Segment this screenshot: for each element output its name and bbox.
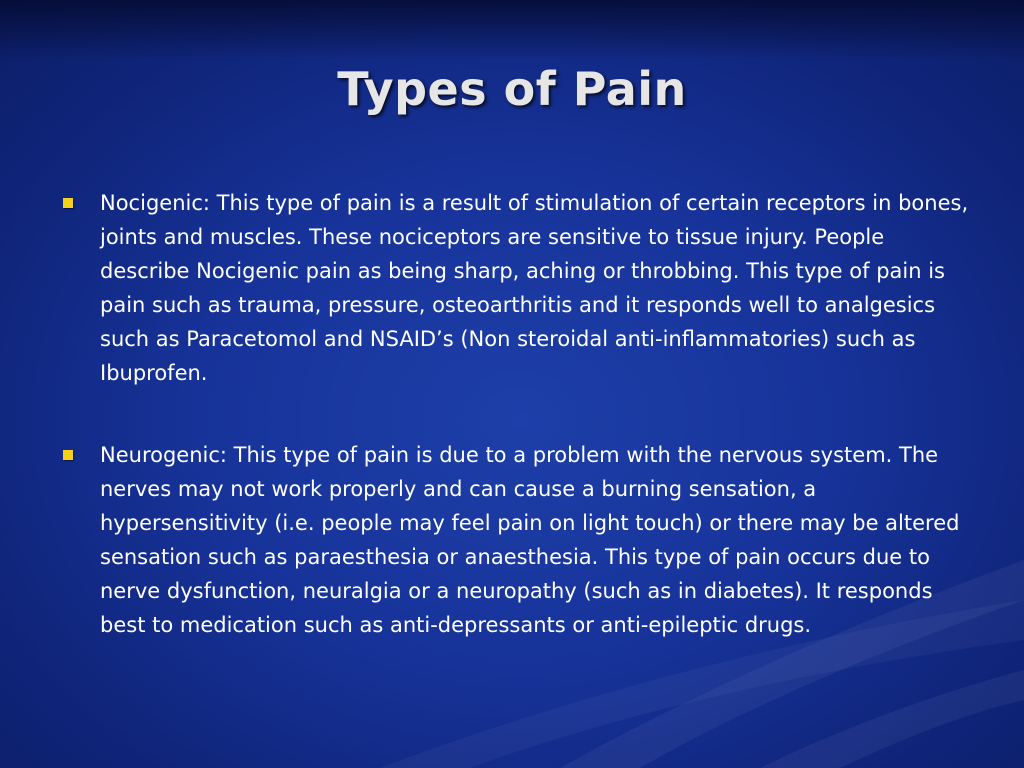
slide-title: Types of Pain — [337, 62, 687, 116]
bullet-text: Nocigenic: This type of pain is a result of stimulation of certain receptors in bones, joints and muscles. These nociceptors are sensitive to tissue injury. People describe Nocigenic pain as being sharp, aching or throbbing. This type of pain is pain such as trauma, pressure, osteoarthritis and it responds well to analgesics such as Paracetomol and NSAID’s (Non steroidal anti-inflammatories) such as Ibuprofen. — [100, 191, 969, 385]
bullet-text: Neurogenic: This type of pain is due to a problem with the nervous system. The nerves may not work properly and can cause a burning sensation, a hypersensitivity (i.e. people may feel pain on light touch) or there may be altered sensation such as paraesthesia or anaesthesia. This type of pain occurs due to nerve dysfunction, neuralgia or a neuropathy (such as in diabetes). It responds best to medication such as anti-depressants or anti-epileptic drugs. — [100, 443, 960, 637]
bullet-list — [60, 186, 972, 690]
square-bullet-icon — [63, 198, 73, 208]
square-bullet-icon — [63, 450, 73, 460]
bullet-item-nocigenic — [60, 186, 972, 390]
bullet-item-neurogenic — [60, 438, 972, 642]
